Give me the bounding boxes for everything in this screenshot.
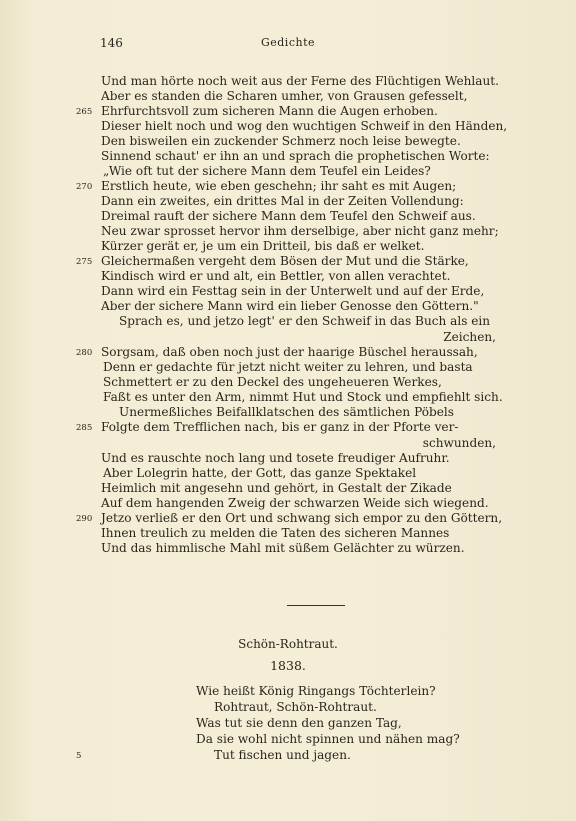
- line-text: Dann wird ein Festtag sein in der Unterwelt und auf der Erde,: [101, 284, 485, 298]
- line-text: Was tut sie denn den ganzen Tag,: [196, 716, 402, 730]
- line-text: Zeichen,: [443, 330, 496, 344]
- poem-line: [0, 299, 576, 314]
- poem-line: [0, 511, 576, 526]
- line-text: Unermeßliches Beifallklatschen des sämtlichen Pöbels: [119, 405, 454, 419]
- line-text: Und es rauschte noch lang und tosete freudiger Aufruhr.: [101, 451, 450, 465]
- poem-line: [0, 149, 576, 164]
- line-number: 265: [76, 107, 93, 117]
- poem-line: [0, 164, 576, 179]
- line-text: Neu zwar sprosset hervor ihm derselbige, aber nicht ganz mehr;: [101, 224, 499, 238]
- poem-line: [0, 254, 576, 269]
- line-text: Dieser hielt noch und wog den wuchtigen Schweif in den Händen,: [101, 119, 508, 133]
- song-line: [0, 748, 576, 763]
- poem-line: [0, 496, 576, 511]
- song-title: Schön-Rohtraut.: [238, 637, 338, 651]
- poem-line-continuation: [0, 436, 576, 451]
- line-text: Dreimal rauft der sichere Mann dem Teufel den Schweif aus.: [101, 209, 476, 223]
- poem-line-continuation: [0, 330, 576, 345]
- line-text: Faßt es unter den Arm, nimmt Hut und Stock und empfiehlt sich.: [103, 390, 503, 404]
- line-text: Sorgsam, daß oben noch just der haarige Büschel heraussah,: [101, 345, 478, 359]
- line-text: Aber Lolegrin hatte, der Gott, das ganze Spektakel: [103, 466, 417, 480]
- line-text: Heimlich mit angesehn und gehört, in Gestalt der Zikade: [101, 481, 452, 495]
- line-number: 270: [76, 182, 93, 192]
- poem-line: [0, 284, 576, 299]
- line-text: Und das himmlische Mahl mit süßem Gelächter zu würzen.: [101, 541, 465, 555]
- line-text: Kindisch wird er und alt, ein Bettler, von allen verachtet.: [101, 269, 451, 283]
- poem-line: [0, 269, 576, 284]
- line-text: Wie heißt König Ringangs Töchterlein?: [196, 684, 436, 698]
- running-head: Gedichte: [260, 36, 316, 49]
- line-number: 285: [76, 423, 93, 433]
- line-text: Sinnend schaut' er ihn an und sprach die prophetischen Worte:: [101, 149, 490, 163]
- line-text: Ehrfurchtsvoll zum sicheren Mann die Augen erhoben.: [101, 104, 438, 118]
- line-text: schwunden,: [422, 436, 496, 450]
- song-line: [0, 700, 576, 715]
- line-text: Den bisweilen ein zuckender Schmerz noch leise bewegte.: [101, 134, 461, 148]
- line-number: 290: [76, 514, 93, 524]
- line-text: Aber es standen die Scharen umher, von Grausen gefesselt,: [101, 89, 468, 103]
- line-text: Ihnen treulich zu melden die Taten des sicheren Mannes: [101, 526, 450, 540]
- line-text: Sprach es, und jetzo legt' er den Schweif in das Buch als ein: [119, 314, 491, 328]
- line-text: Jetzo verließ er den Ort und schwang sich empor zu den Göttern,: [101, 511, 503, 525]
- line-text: Dann ein zweites, ein drittes Mal in der Zeiten Vollendung:: [101, 194, 464, 208]
- poem-line: [0, 224, 576, 239]
- page-number: 146: [100, 36, 123, 50]
- line-number: 280: [76, 348, 93, 358]
- line-text: Rohtraut, Schön-Rohtraut.: [214, 700, 377, 714]
- poem-line: [0, 209, 576, 224]
- poem-line: [0, 134, 576, 149]
- poem-line: [0, 360, 576, 375]
- line-text: Gleichermaßen vergeht dem Bösen der Mut und die Stärke,: [101, 254, 469, 268]
- song-line: [0, 716, 576, 731]
- poem-line: [0, 526, 576, 541]
- line-text: Tut fischen und jagen.: [214, 748, 351, 762]
- poem-line: [0, 314, 576, 329]
- poem-line: [0, 420, 576, 435]
- poem-line: [0, 375, 576, 390]
- line-text: Folgte dem Trefflichen nach, bis er ganz in der Pforte ver-: [101, 420, 459, 434]
- poem-line: [0, 345, 576, 360]
- line-text: Erstlich heute, wie eben geschehn; ihr saht es mit Augen;: [101, 179, 457, 193]
- line-text: Denn er gedachte für jetzt nicht weiter zu lehren, und basta: [103, 360, 473, 374]
- page-header: [0, 36, 576, 52]
- line-text: Da sie wohl nicht spinnen und nähen mag?: [196, 732, 460, 746]
- line-text: Kürzer gerät er, je um ein Dritteil, bis daß er welket.: [101, 239, 425, 253]
- poem-line: [0, 541, 576, 556]
- poem-line: [0, 451, 576, 466]
- poem-line: [0, 194, 576, 209]
- line-text: Auf dem hangenden Zweig der schwarzen Weide sich wiegend.: [101, 496, 489, 510]
- poem-line: [0, 405, 576, 420]
- poem-line: [0, 390, 576, 405]
- poem-line: [0, 74, 576, 89]
- line-text: Aber der sichere Mann wird ein lieber Genosse den Göttern.": [101, 299, 479, 313]
- poem-line: [0, 104, 576, 119]
- song-year: 1838.: [270, 658, 306, 673]
- line-text: „Wie oft tut der sichere Mann dem Teufel ein Leides?: [103, 164, 431, 178]
- poem-line: [0, 239, 576, 254]
- song-line: [0, 732, 576, 747]
- line-text: Schmettert er zu den Deckel des ungeheueren Werkes,: [103, 375, 442, 389]
- line-text: Und man hörte noch weit aus der Ferne des Flüchtigen Wehlaut.: [101, 74, 499, 88]
- poem-line: [0, 481, 576, 496]
- poem-line: [0, 89, 576, 104]
- poem-line: [0, 179, 576, 194]
- line-number: 275: [76, 257, 93, 267]
- line-number: 5: [76, 751, 82, 761]
- poem-line: [0, 119, 576, 134]
- section-divider: [287, 605, 345, 606]
- poem-line: [0, 466, 576, 481]
- song-line: [0, 684, 576, 699]
